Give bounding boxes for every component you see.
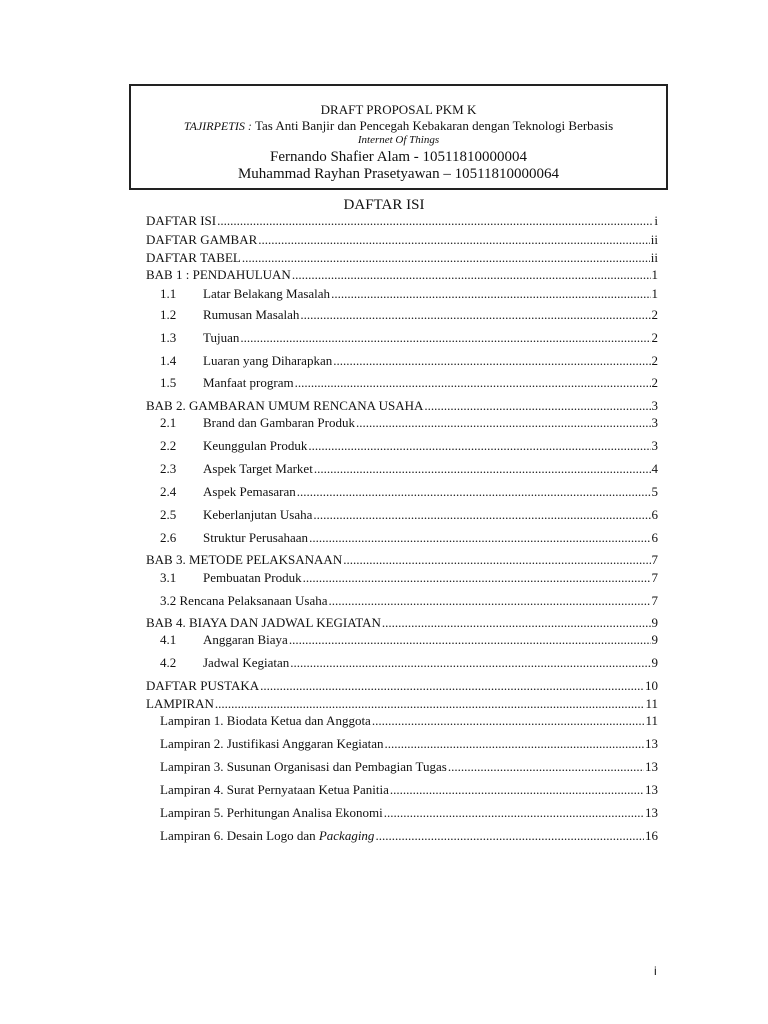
toc-entry-page: 4 [651,461,658,476]
toc-entry-page: 6 [651,530,658,545]
toc-entry-page: 2 [651,375,658,390]
toc-entry-number: 2.6 [160,530,177,545]
toc-entry-text: Lampiran 1. Biodata Ketua dan Anggota [160,713,371,728]
toc-entry[interactable] [160,759,658,775]
toc-entry[interactable] [146,678,658,694]
toc-entry[interactable] [146,250,658,266]
toc-entry[interactable] [160,655,658,671]
toc-entry-page: 1 [651,267,658,282]
toc-entry[interactable] [160,353,658,369]
toc-leader [382,615,651,631]
toc-entry-text: Manfaat program [203,375,294,390]
toc-entry-text: Aspek Target Market [203,461,313,476]
toc-entry[interactable] [160,415,658,431]
toc-entry-number: 2.3 [160,461,177,476]
toc-leader [258,232,649,248]
toc-entry-text: DAFTAR ISI [146,213,217,228]
toc-entry-text: Tujuan [203,330,240,345]
toc-entry-text: 3.2 Rencana Pelaksanaan Usaha [160,593,328,608]
toc-entry-page: 13 [645,782,658,797]
toc-entry-text: BAB 4. BIAYA DAN JADWAL KEGIATAN [146,615,381,630]
toc-entry-number: 2.5 [160,507,177,522]
toc-entry[interactable] [160,484,658,500]
toc-entry-text: Lampiran 3. Susunan Organisasi dan Pembagian Tugas [160,759,447,774]
toc-entry[interactable] [160,593,658,609]
toc-entry-page: 7 [651,552,658,567]
toc-leader [240,330,650,346]
toc-leader [390,782,644,798]
author-1: Fernando Shafier Alam - 10511810000004 [270,149,527,165]
toc-entry-number: 1.4 [160,353,177,368]
toc-leader [297,484,651,500]
toc-entry-page: 1 [651,286,658,301]
toc-entry-text: DAFTAR GAMBAR [146,232,258,247]
toc-entry-page: 11 [645,713,658,728]
toc-leader [343,552,650,568]
toc-entry-text: Lampiran 5. Perhitungan Analisa Ekonomi [160,805,383,820]
toc-entry[interactable] [160,286,658,302]
toc-entry[interactable] [146,398,658,414]
toc-entry-page: 11 [645,696,658,711]
proposal-title: DRAFT PROPOSAL PKM K [320,102,477,117]
toc-entry-text: BAB 3. METODE PELAKSANAAN [146,552,343,567]
toc-entry-page: ii [650,250,658,265]
toc-entry-number: 1.3 [160,330,177,345]
toc-entry-page: 9 [651,655,658,670]
toc-leader [217,213,653,229]
toc-entry[interactable] [160,461,658,477]
toc-entry-text: Lampiran 6. Desain Logo dan [160,828,316,843]
toc-entry[interactable] [160,530,658,546]
toc-leader [300,307,650,323]
toc-leader [309,530,650,546]
subtitle-acronym: TAJIRPETIS : [183,119,252,133]
toc-leader [289,632,651,648]
toc-entry-number: 1.2 [160,307,177,322]
toc-entry-page: 13 [645,759,658,774]
toc-leader [331,286,650,302]
toc-entry-text: Brand dan Gambaran Produk [203,415,355,430]
toc-entry[interactable] [146,267,658,283]
toc-entry-page: 7 [651,593,658,608]
toc-leader [372,713,645,729]
author-2: Muhammad Rayhan Prasetyawan – 10511810000064 [237,166,560,182]
toc-entry[interactable] [160,507,658,523]
toc-leader [375,828,644,844]
toc-entry-page: 9 [651,632,658,647]
toc-leader [308,438,650,454]
toc-entry-number: 1.1 [160,286,177,301]
toc-entry-text: Anggaran Biaya [203,632,288,647]
toc-leader [448,759,644,775]
toc-entry-page: 9 [651,615,658,630]
toc-entry[interactable] [160,307,658,323]
toc-leader [303,570,651,586]
toc-entry-page: 2 [651,307,658,322]
toc-entry[interactable] [160,736,658,752]
toc-entry-text: BAB 2. GAMBARAN UMUM RENCANA USAHA [146,398,424,413]
proposal-subtitle [131,118,666,134]
toc-leader [313,507,650,523]
toc-entry-number: 2.4 [160,484,177,499]
toc-entry[interactable] [146,232,658,248]
toc-leader [314,461,651,477]
toc-entry-page: 2 [651,330,658,345]
toc-entry-number: 4.1 [160,632,177,647]
toc-entry-number: 2.1 [160,415,177,430]
toc-entry[interactable] [160,805,658,821]
toc-entry-number: 4.2 [160,655,177,670]
toc-entry-text: DAFTAR TABEL [146,250,241,265]
toc-entry-page: 2 [651,353,658,368]
toc-leader [329,593,651,609]
toc-leader [290,655,650,671]
subtitle-text: Tas Anti Banjir dan Pencegah Kebakaran dengan Teknologi Berbasis [254,118,614,133]
page-number: i [654,964,657,978]
toc-entry-text: Lampiran 4. Surat Pernyataan Ketua Panitia [160,782,389,797]
toc-leader [384,736,644,752]
toc-entry-page: 10 [645,678,658,693]
toc-entry-text: Keberlanjutan Usaha [203,507,313,522]
toc-entry[interactable] [160,632,658,648]
toc-entry-page: 3 [651,415,658,430]
toc-entry[interactable] [160,570,658,586]
toc-entry[interactable] [146,213,658,229]
toc-entry-text: Latar Belakang Masalah [203,286,331,301]
toc-entry-page: 5 [651,484,658,499]
toc-entry-text: Keunggulan Produk [203,438,308,453]
toc-entry-text: DAFTAR PUSTAKA [146,678,260,693]
toc-entry[interactable] [146,615,658,631]
toc-entry-text: Pembuatan Produk [203,570,302,585]
toc-entry-text: Struktur Perusahaan [203,530,309,545]
proposal-subtitle-line2: Internet Of Things [357,134,440,146]
toc-entry-page: 3 [651,438,658,453]
toc-entry-text: LAMPIRAN [146,696,214,711]
toc-entry[interactable] [160,828,658,844]
toc-entry[interactable] [160,713,658,729]
toc-leader [242,250,650,266]
toc-entry-text: Lampiran 2. Justifikasi Anggaran Kegiatan [160,736,384,751]
toc-leader [292,267,651,283]
toc-entry[interactable] [160,782,658,798]
toc-leader [333,353,650,369]
toc-entry-page: 13 [645,805,658,820]
toc-entry[interactable] [146,552,658,568]
toc-entry-number: 1.5 [160,375,177,390]
toc-entry-number: 3.1 [160,570,177,585]
toc-entry-page: ii [650,232,658,247]
toc-leader [215,696,645,712]
toc-entry[interactable] [160,330,658,346]
toc-entry-text: Rumusan Masalah [203,307,300,322]
toc-entry-text: Luaran yang Diharapkan [203,353,333,368]
toc-leader [424,398,650,414]
toc-leader [260,678,644,694]
proposal-header-box [129,84,668,190]
toc-entry-page: 6 [651,507,658,522]
toc-entry-text-italic: Packaging [318,828,375,843]
toc-entry-page: 7 [651,570,658,585]
toc-leader [356,415,651,431]
toc-entry[interactable] [160,375,658,391]
toc-entry-page: 3 [651,398,658,413]
toc-entry[interactable] [160,438,658,454]
toc-entry-page: 16 [645,828,658,843]
toc-entry-text: Jadwal Kegiatan [203,655,290,670]
toc-leader [384,805,644,821]
toc-entry-text: BAB 1 : PENDAHULUAN [146,267,291,282]
toc-entry-text: Aspek Pemasaran [203,484,296,499]
toc-title: DAFTAR ISI [343,197,425,213]
toc-entry-page: i [654,213,658,228]
toc-entry-number: 2.2 [160,438,177,453]
toc-entry[interactable] [146,696,658,712]
toc-entry-page: 13 [645,736,658,751]
toc-leader [295,375,651,391]
